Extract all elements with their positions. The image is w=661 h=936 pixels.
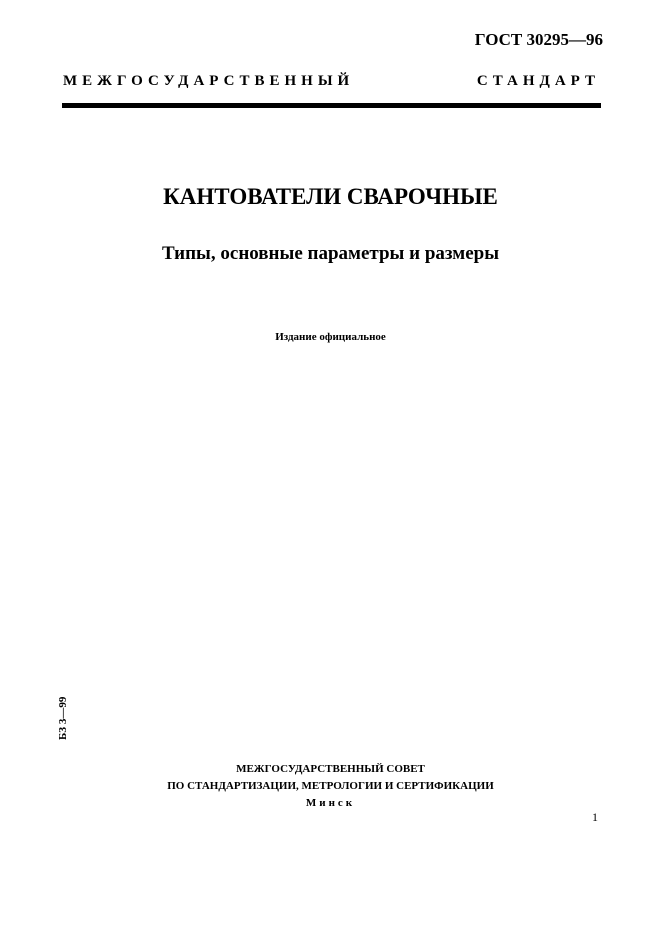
edition-note: Издание официальное <box>275 331 386 343</box>
document-title: КАНТОВАТЕЛИ СВАРОЧНЫЕ <box>163 184 498 209</box>
publisher-city: Минск <box>305 797 356 809</box>
document-subtitle: Типы, основные параметры и размеры <box>161 243 500 264</box>
publisher-block <box>0 761 661 812</box>
standard-type-banner: МЕЖГОСУДАРСТВЕННЫЙ СТАНДАРТ <box>63 73 600 89</box>
publisher-line-1: МЕЖГОСУДАРСТВЕННЫЙ СОВЕТ <box>236 763 425 775</box>
standard-code: ГОСТ 30295—96 <box>474 30 603 49</box>
page-number: 1 <box>592 810 598 824</box>
header-divider <box>62 103 601 108</box>
side-catalog-code: БЗ 3—99 <box>57 696 69 740</box>
publisher-line-2: ПО СТАНДАРТИЗАЦИИ, МЕТРОЛОГИИ И СЕРТИФИКАЦИИ <box>167 780 494 792</box>
